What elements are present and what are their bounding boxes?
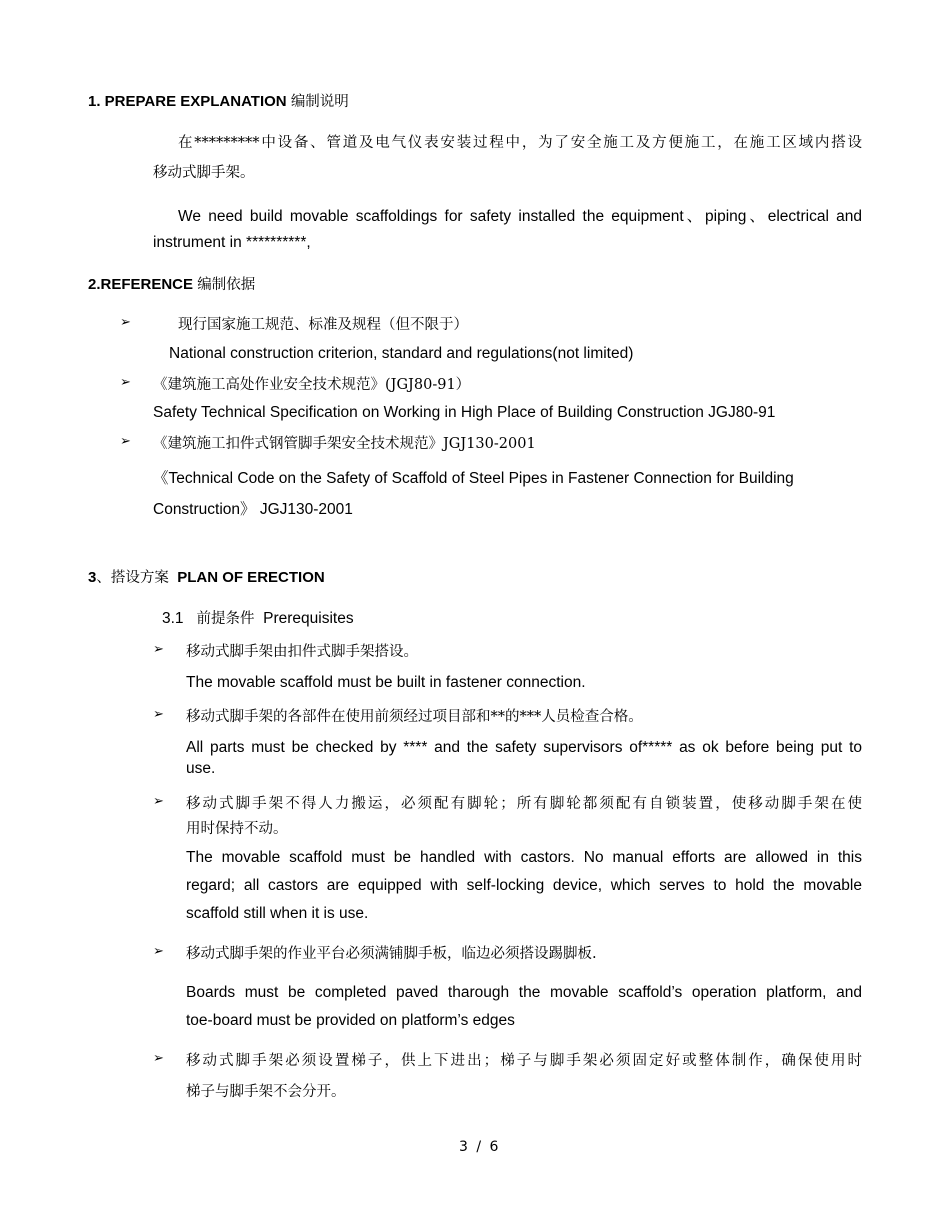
reference-3-en-line-2: Construction》 JGJ130-2001 — [153, 501, 353, 518]
arrow-bullet-icon: ➢ — [153, 794, 164, 809]
section-2-heading-cn: 编制依据 — [197, 277, 256, 293]
section-1-cn-line-1: 在*********中设备、管道及电气仪表安装过程中，为了安全施工及方便施工，在施工区域内搭设 — [178, 135, 862, 151]
prereq-3-cn-line-1: 移动式脚手架不得人力搬运，必须配有脚轮；所有脚轮都须配有自锁装置，使移动脚手架在使 — [186, 796, 862, 812]
subsection-3-1-num: 3.1 — [162, 610, 184, 627]
prereq-2-cn: 移动式脚手架的各部件在使用前须经过项目部和**的***人员检查合格。 — [186, 709, 643, 725]
prereq-3-en-line-1: The movable scaffold must be handled with castors. No manual efforts are allowed in this — [186, 849, 862, 866]
prereq-4-en-line-2: toe-board must be provided on platform’s edges — [186, 1012, 515, 1029]
section-2-heading-en: 2.REFERENCE — [88, 276, 194, 293]
reference-2-cn: 《建筑施工高处作业安全技术规范》(JGJ80-91） — [153, 377, 471, 393]
arrow-bullet-icon: ➢ — [153, 707, 164, 722]
prereq-4-cn: 移动式脚手架的作业平台必须满铺脚手板，临边必须搭设踢脚板. — [186, 946, 597, 962]
reference-3-cn: 《建筑施工扣件式钢管脚手架安全技术规范》JGJ130-2001 — [153, 436, 536, 452]
section-1-en-line-2: instrument in **********, — [153, 234, 311, 251]
prereq-4-en-line-1: Boards must be completed paved tharough the movable scaffold’s operation platform, and — [186, 984, 862, 1001]
reference-1-en: National construction criterion, standard and regulations(not limited) — [169, 345, 634, 362]
arrow-bullet-icon: ➢ — [120, 375, 131, 390]
subsection-3-1-en: Prerequisites — [263, 610, 354, 627]
section-3-heading — [88, 566, 325, 587]
page-separator: / — [476, 1139, 484, 1155]
reference-2-en: Safety Technical Specification on Working in High Place of Building Construction JGJ80-91 — [153, 404, 776, 421]
page-number — [459, 1139, 500, 1155]
section-1-cn-line-2: 移动式脚手架。 — [153, 165, 255, 181]
prereq-5-cn-line-1: 移动式脚手架必须设置梯子，供上下进出；梯子与脚手架必须固定好或整体制作，确保使用时 — [186, 1053, 862, 1069]
prereq-3-en-line-3: scaffold still when it is use. — [186, 905, 369, 922]
section-1-heading-en: 1. PREPARE EXPLANATION — [88, 93, 287, 110]
prereq-1-en: The movable scaffold must be built in fastener connection. — [186, 674, 586, 691]
section-1-en-line-1: We need build movable scaffoldings for safety installed the equipment、piping、electrical and — [178, 208, 862, 225]
arrow-bullet-icon: ➢ — [120, 315, 131, 330]
prereq-3-cn-line-2: 用时保持不动。 — [186, 821, 288, 837]
prereq-2-en-line-1: All parts must be checked by **** and the safety supervisors of***** as ok before being put to — [186, 739, 862, 756]
section-1-heading-cn: 编制说明 — [290, 94, 349, 110]
subsection-3-1-heading — [162, 607, 354, 628]
subsection-3-1-cn: 前提条件 — [196, 611, 255, 627]
arrow-bullet-icon: ➢ — [120, 434, 131, 449]
section-3-heading-cn: 、搭设方案 — [96, 570, 169, 586]
prereq-2-en-line-2: use. — [186, 760, 216, 777]
arrow-bullet-icon: ➢ — [153, 642, 164, 657]
prereq-1-cn: 移动式脚手架由扣件式脚手架搭设。 — [186, 644, 418, 660]
section-3-heading-en: PLAN OF ERECTION — [177, 569, 325, 586]
page-total: 6 — [489, 1139, 501, 1155]
prereq-3-en-line-2: regard; all castors are equipped with self-locking device, which serves to hold the movable — [186, 877, 862, 894]
prereq-5-cn-line-2: 梯子与脚手架不会分开。 — [186, 1084, 346, 1100]
section-1-heading — [88, 90, 349, 111]
reference-3-en-line-1: 《Technical Code on the Safety of Scaffold of Steel Pipes in Fastener Connection for Building — [153, 470, 794, 487]
section-2-heading — [88, 273, 255, 294]
section-3-heading-num: 3 — [88, 569, 97, 586]
reference-1-cn: 现行国家施工规范、标准及规程（但不限于） — [178, 317, 468, 333]
arrow-bullet-icon: ➢ — [153, 944, 164, 959]
page-current: 3 — [459, 1139, 470, 1155]
arrow-bullet-icon: ➢ — [153, 1051, 164, 1066]
